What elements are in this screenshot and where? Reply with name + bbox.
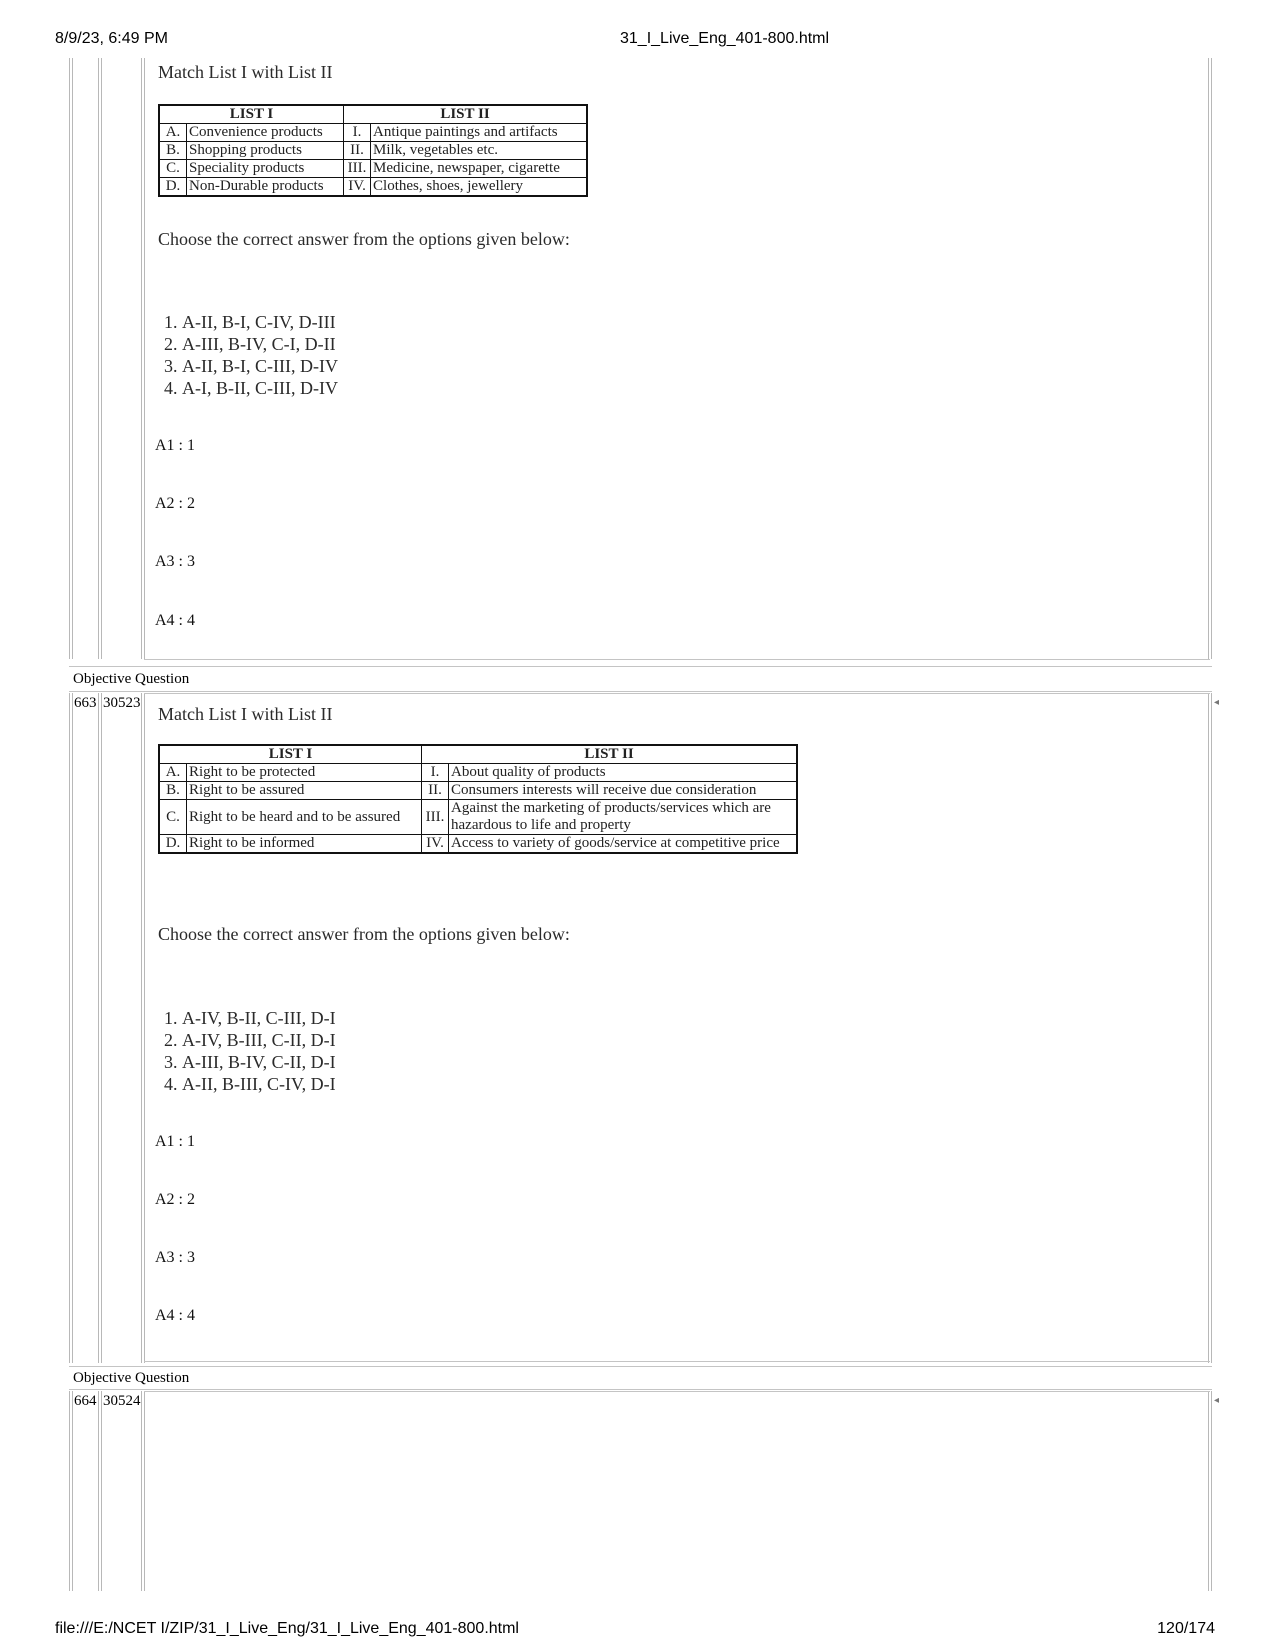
table-row — [159, 800, 797, 835]
question-number: 663 — [74, 695, 97, 711]
separator-line — [69, 1389, 1212, 1390]
option-list — [160, 311, 338, 399]
row-value-2: Clothes, shoes, jewellery — [371, 178, 587, 197]
outer-border-right-inner — [1211, 693, 1212, 1363]
list-item: 1. A-II, B-I, C-IV, D-III — [182, 311, 338, 333]
question-id: 30524 — [103, 1393, 141, 1409]
list-item: 2. A-III, B-IV, C-I, D-II — [182, 333, 338, 355]
num-col-border-inner — [101, 693, 102, 1363]
row-value-1: Right to be assured — [187, 782, 422, 800]
row-key-2: II. — [344, 142, 371, 160]
outer-border-left — [69, 693, 70, 1363]
answer-2: A2 : 2 — [155, 495, 195, 512]
answer-4: A4 : 4 — [155, 1307, 195, 1324]
outer-border-right-inner — [1211, 1391, 1212, 1591]
id-col-border-inner — [144, 693, 145, 1363]
outer-border-left-inner — [72, 1391, 73, 1591]
choose-instruction: Choose the correct answer from the options given below: — [158, 229, 570, 249]
content-cell-bottom — [144, 1361, 1210, 1362]
row-value-2: Medicine, newspaper, cigarette — [371, 160, 587, 178]
print-datetime: 8/9/23, 6:49 PM — [55, 30, 168, 47]
list-2-header: LIST II — [422, 745, 798, 764]
outer-border-left-inner — [72, 58, 73, 659]
print-file-path: file:///E:/NCET I/ZIP/31_I_Live_Eng/31_I_Live_Eng_401-800.html — [55, 1620, 519, 1637]
answer-4: A4 : 4 — [155, 612, 195, 629]
match-table — [158, 744, 798, 854]
question-id: 30523 — [103, 695, 141, 711]
page-number: 120/174 — [1157, 1620, 1215, 1637]
row-key-1: C. — [159, 160, 187, 178]
id-col-border-inner — [144, 1391, 145, 1591]
row-key-1: C. — [159, 800, 187, 835]
row-key-2: III. — [344, 160, 371, 178]
row-value-1: Right to be protected — [187, 764, 422, 782]
row-key-2: I. — [344, 124, 371, 142]
table-row — [159, 764, 797, 782]
row-value-1: Right to be informed — [187, 835, 422, 854]
row-key-1: A. — [159, 764, 187, 782]
list-item: 2. A-IV, B-III, C-II, D-I — [182, 1029, 336, 1051]
choose-instruction: Choose the correct answer from the options given below: — [158, 924, 570, 944]
num-col-border — [98, 693, 99, 1363]
row-value-1: Shopping products — [187, 142, 344, 160]
list-item: 1. A-IV, B-II, C-III, D-I — [182, 1007, 336, 1029]
id-col-border-inner — [144, 58, 145, 659]
outer-border-right — [1208, 58, 1209, 659]
row-key-1: B. — [159, 142, 187, 160]
table-row — [159, 160, 587, 178]
print-filename: 31_I_Live_Eng_401-800.html — [620, 30, 830, 47]
row-value-2: About quality of products — [449, 764, 798, 782]
question-type-label: Objective Question — [73, 1370, 190, 1386]
answer-1: A1 : 1 — [155, 1133, 195, 1150]
row-value-1: Convenience products — [187, 124, 344, 142]
answer-1: A1 : 1 — [155, 437, 195, 454]
option-list — [160, 1007, 336, 1095]
content-cell-top — [144, 693, 1210, 694]
outer-border-right-inner — [1211, 58, 1212, 659]
row-value-1: Non-Durable products — [187, 178, 344, 197]
row-value-2: Milk, vegetables etc. — [371, 142, 587, 160]
row-key-1: A. — [159, 124, 187, 142]
row-value-2: Against the marketing of products/services which are hazardous to life and property — [449, 800, 798, 835]
list-item: 4. A-I, B-II, C-III, D-IV — [182, 377, 338, 399]
outer-border-left — [69, 58, 70, 659]
row-key-2: III. — [422, 800, 449, 835]
list-item: 3. A-II, B-I, C-III, D-IV — [182, 355, 338, 377]
content-cell-top — [144, 1391, 1210, 1392]
num-col-border — [98, 1391, 99, 1591]
row-value-2: Consumers interests will receive due consideration — [449, 782, 798, 800]
row-key-2: I. — [422, 764, 449, 782]
list-1-header: LIST I — [159, 745, 422, 764]
outer-border-left-inner — [72, 693, 73, 1363]
row-value-2: Access to variety of goods/service at competitive price — [449, 835, 798, 854]
question-type-label: Objective Question — [73, 671, 190, 687]
outer-border-right — [1208, 1391, 1209, 1591]
outer-border-left — [69, 1391, 70, 1591]
scroll-marker: ◂ — [1214, 697, 1220, 708]
answer-3: A3 : 3 — [155, 553, 195, 570]
scroll-marker: ◂ — [1214, 1395, 1220, 1406]
answer-2: A2 : 2 — [155, 1191, 195, 1208]
list-1-header: LIST I — [159, 105, 344, 124]
row-value-1: Right to be heard and to be assured — [187, 800, 422, 835]
num-col-border — [98, 58, 99, 659]
match-table — [158, 104, 588, 197]
id-col-border — [141, 1391, 142, 1591]
table-row — [159, 124, 587, 142]
table-row — [159, 178, 587, 197]
row-key-1: D. — [159, 835, 187, 854]
question-prompt: Match List I with List II — [158, 704, 333, 724]
content-cell-bottom — [144, 659, 1210, 660]
num-col-border-inner — [101, 58, 102, 659]
row-key-1: B. — [159, 782, 187, 800]
list-item: 4. A-II, B-III, C-IV, D-I — [182, 1073, 336, 1095]
row-key-2: II. — [422, 782, 449, 800]
id-col-border — [141, 693, 142, 1363]
answer-3: A3 : 3 — [155, 1249, 195, 1266]
separator-line — [69, 691, 1212, 692]
separator-line — [69, 1366, 1212, 1367]
row-key-2: IV. — [344, 178, 371, 197]
separator-line — [69, 666, 1212, 667]
num-col-border-inner — [101, 1391, 102, 1591]
table-row — [159, 835, 797, 854]
outer-border-right — [1208, 693, 1209, 1363]
question-prompt: Match List I with List II — [158, 62, 333, 82]
row-key-1: D. — [159, 178, 187, 197]
row-value-1: Speciality products — [187, 160, 344, 178]
table-row — [159, 142, 587, 160]
row-value-2: Antique paintings and artifacts — [371, 124, 587, 142]
list-2-header: LIST II — [344, 105, 587, 124]
row-key-2: IV. — [422, 835, 449, 854]
list-item: 3. A-III, B-IV, C-II, D-I — [182, 1051, 336, 1073]
question-number: 664 — [74, 1393, 97, 1409]
id-col-border — [141, 58, 142, 659]
table-row — [159, 782, 797, 800]
